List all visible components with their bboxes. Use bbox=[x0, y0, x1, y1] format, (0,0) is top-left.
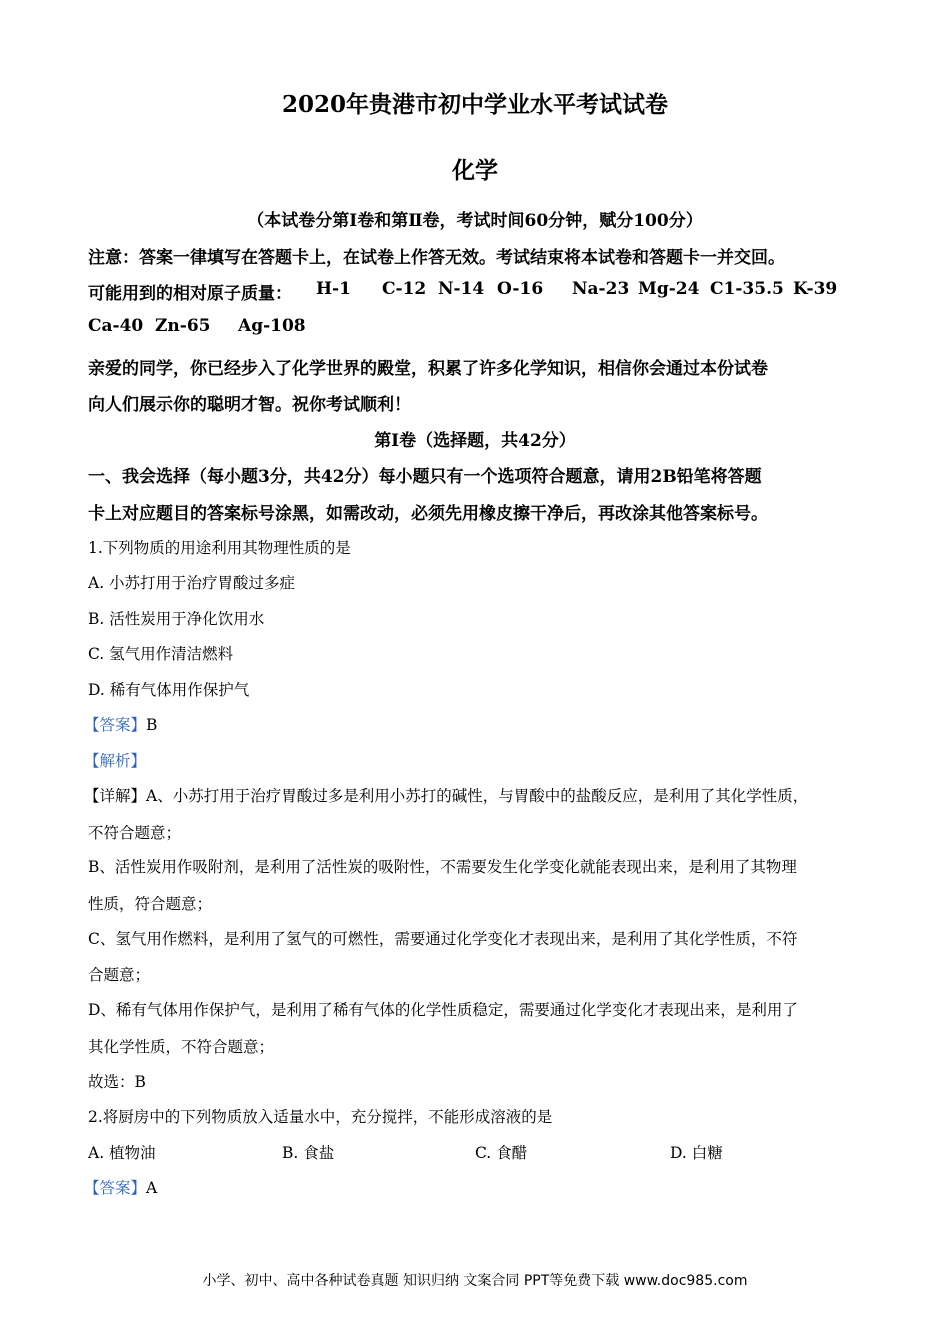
answer-line bbox=[84, 1176, 157, 1198]
atomic-mass-item: C-12 bbox=[382, 279, 427, 299]
notice: 注意：答案一律填写在答题卡上，在试卷上作答无效。考试结束将本试卷和答题卡一并交回。 bbox=[88, 248, 785, 268]
atomic-mass-item: K-39 bbox=[793, 279, 838, 299]
subject-title: 化学 bbox=[452, 157, 498, 184]
question-option: B. 活性炭用于净化饮用水 bbox=[88, 610, 265, 628]
detail-line: D、稀有气体用作保护气，是利用了稀有气体的化学性质稳定，需要通过化学变化才表现出来，是利用了 bbox=[88, 1001, 798, 1019]
answer-value: B bbox=[146, 716, 158, 734]
question-stem: 1.下列物质的用途利用其物理性质的是 bbox=[88, 539, 351, 557]
atomic-mass-item: C1-35.5 bbox=[710, 279, 784, 299]
detail-tag: 【详解】 bbox=[84, 787, 147, 805]
analysis-tag: 【解析】 bbox=[84, 752, 147, 770]
exam-title: 2020年贵港市初中学业水平考试试卷 bbox=[281, 91, 668, 118]
detail-line: C、氢气用作燃料，是利用了氢气的可燃性，需要通过化学变化才表现出来，是利用了其化学性质，不符 bbox=[88, 930, 798, 948]
question-option: B. 食盐 bbox=[282, 1144, 335, 1162]
atomic-mass-item: Zn-65 bbox=[155, 316, 211, 336]
section-instruction: 卡上对应题目的答案标号涂黑，如需改动，必须先用橡皮擦干净后，再改涂其他答案标号。 bbox=[88, 504, 768, 524]
exam-info: （本试卷分第Ⅰ卷和第Ⅱ卷，考试时间60分钟，赋分100分） bbox=[247, 211, 703, 231]
detail-line: 不符合题意； bbox=[88, 824, 182, 842]
detail-line: B、活性炭用作吸附剂，是利用了活性炭的吸附性，不需要发生化学变化就能表现出来，是利用了其物理 bbox=[88, 858, 797, 876]
answer-value: A bbox=[146, 1179, 158, 1197]
detail-text: A、小苏打用于治疗胃酸过多是利用小苏打的碱性，与胃酸中的盐酸反应，是利用了其化学性质， bbox=[146, 787, 809, 805]
answer-tag: 【答案】 bbox=[84, 1179, 147, 1197]
atomic-mass-item: N-14 bbox=[438, 279, 485, 299]
section-instruction: 一、我会选择（每小题3分，共42分）每小题只有一个选项符合题意，请用2B铅笔将答题 bbox=[88, 467, 762, 487]
atomic-mass-item: H-1 bbox=[316, 279, 351, 299]
footer-text: 小学、初中、高中各种试卷真题 知识归纳 文案合同 PPT等免费下载 www.doc985.com bbox=[202, 1273, 748, 1289]
detail-line: 合题意； bbox=[88, 966, 151, 984]
atomic-mass-item: Mg-24 bbox=[638, 279, 700, 299]
atomic-mass-item: O-16 bbox=[497, 279, 544, 299]
answer-line bbox=[84, 713, 157, 735]
detail-line: 性质，符合题意； bbox=[88, 895, 213, 913]
answer-tag: 【答案】 bbox=[84, 716, 147, 734]
part-title: 第I卷（选择题，共42分） bbox=[374, 431, 576, 451]
detail-line: 其化学性质，不符合题意； bbox=[88, 1038, 275, 1056]
question-stem: 2.将厨房中的下列物质放入适量水中，充分搅拌，不能形成溶液的是 bbox=[88, 1108, 553, 1126]
conclusion: 故选：B bbox=[88, 1073, 146, 1091]
question-option: D. 白糖 bbox=[670, 1144, 723, 1162]
atomic-mass-item: Ca-40 bbox=[88, 316, 144, 336]
question-option: D. 稀有气体用作保护气 bbox=[88, 681, 250, 699]
atomic-mass-item: Na-23 bbox=[572, 279, 630, 299]
atomic-mass-item: Ag-108 bbox=[238, 316, 306, 336]
intro-line: 亲爱的同学，你已经步入了化学世界的殿堂，积累了许多化学知识，相信你会通过本份试卷 bbox=[88, 359, 768, 379]
question-option: C. 食醋 bbox=[475, 1144, 528, 1162]
intro-line: 向人们展示你的聪明才智。祝你考试顺利！ bbox=[88, 395, 411, 415]
atomic-mass-label: 可能用到的相对原子质量： bbox=[88, 284, 292, 304]
question-option: A. 小苏打用于治疗胃酸过多症 bbox=[88, 574, 296, 592]
question-option: A. 植物油 bbox=[88, 1144, 156, 1162]
detail-line bbox=[84, 784, 808, 806]
question-option: C. 氢气用作清洁燃料 bbox=[88, 645, 234, 663]
